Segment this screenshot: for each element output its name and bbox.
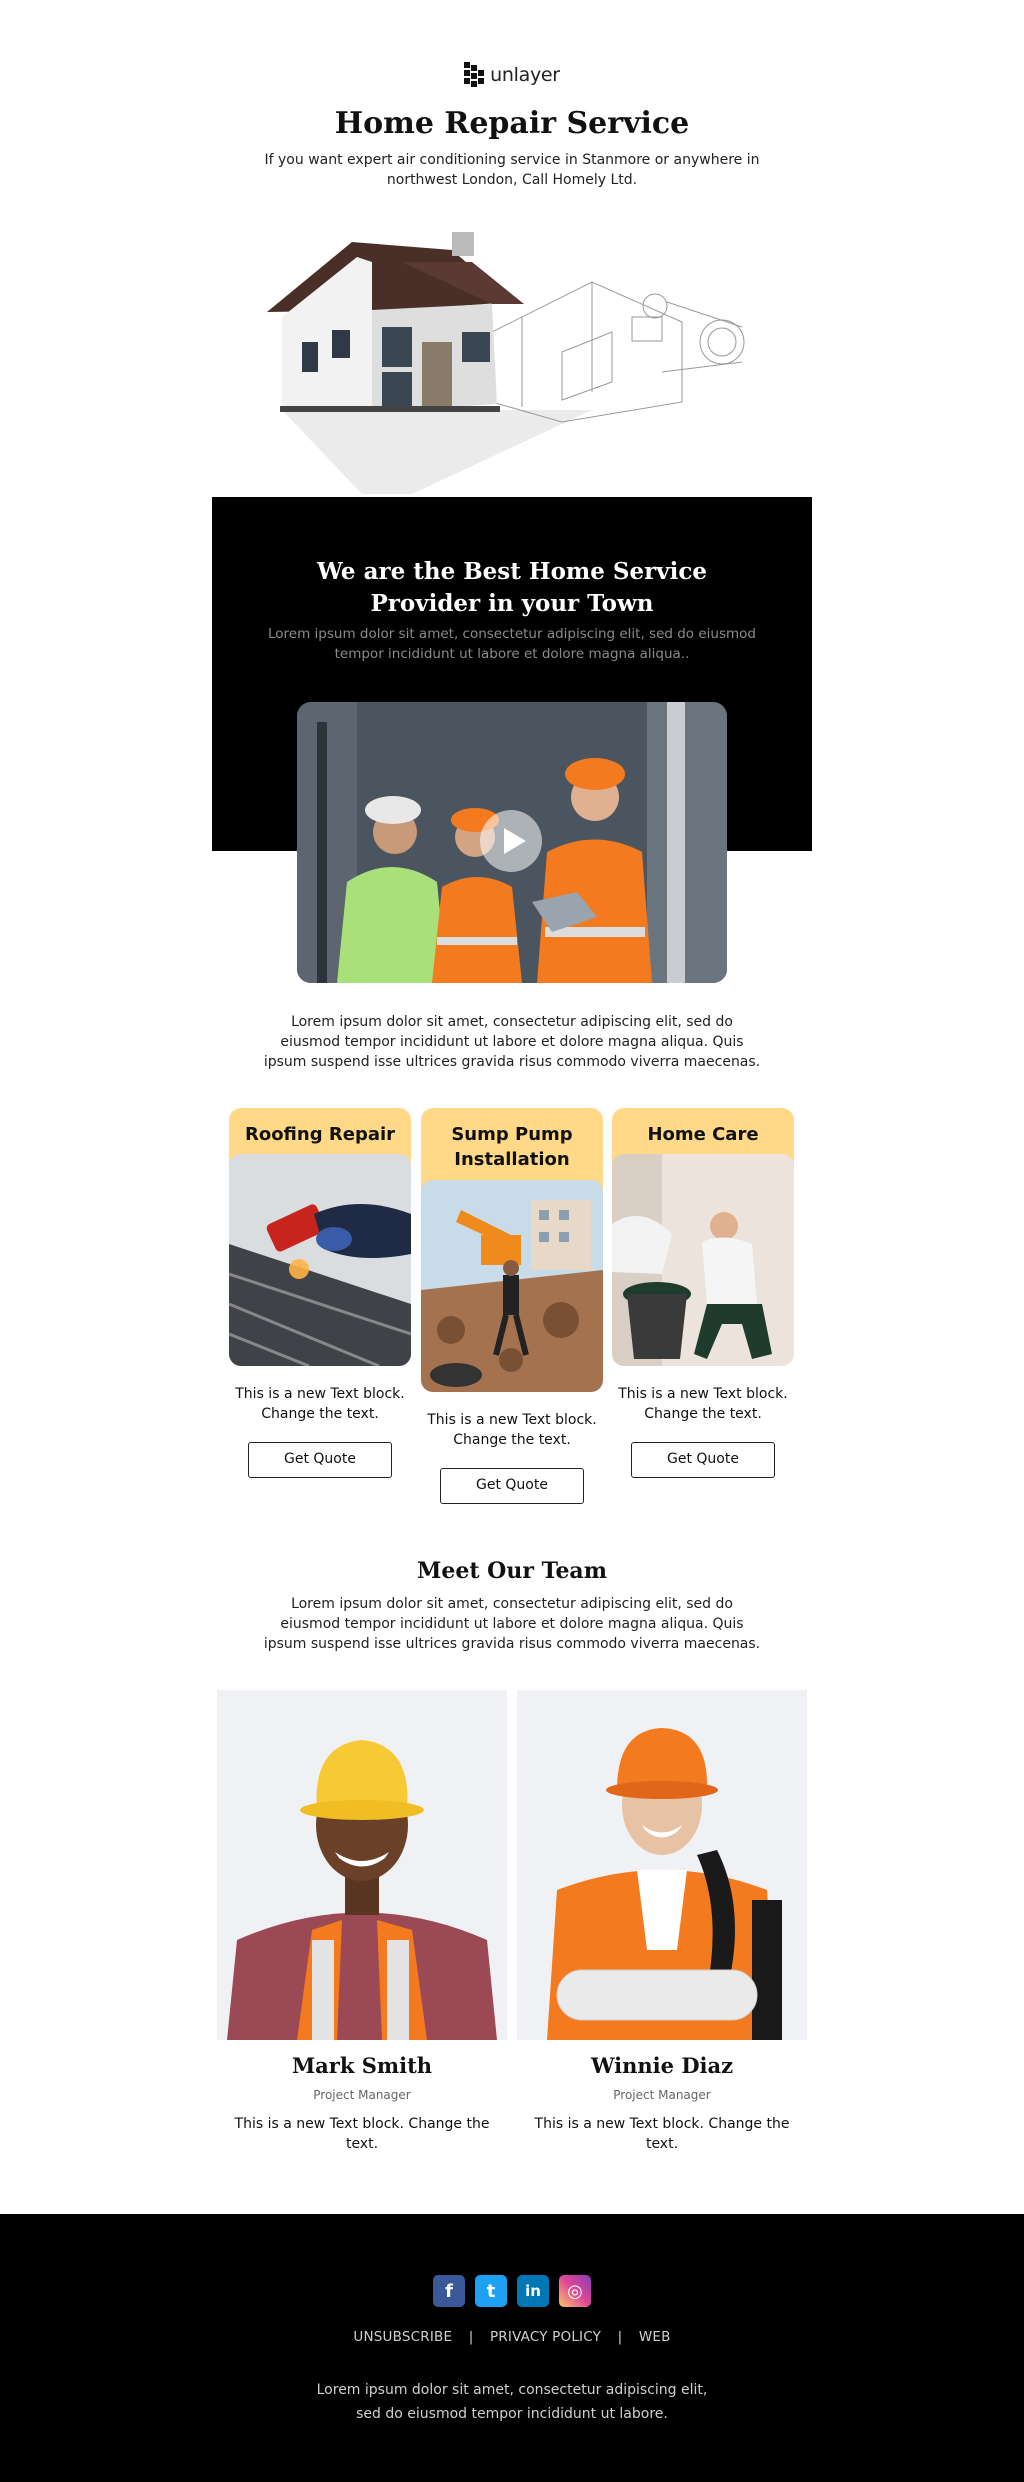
- member-name: Mark Smith: [291, 2053, 433, 2078]
- footer-text: Lorem ipsum dolor sit amet, consectetur adipiscing elit, sed do eiusmod tempor incididunt ut labore.: [316, 2382, 708, 2422]
- privacy-policy-link[interactable]: PRIVACY POLICY: [489, 2329, 602, 2345]
- web-link[interactable]: WEB: [638, 2329, 671, 2345]
- get-quote-button[interactable]: Get Quote: [440, 1468, 584, 1504]
- service-card-roofing: [229, 1108, 411, 1478]
- member-role: Project Manager: [613, 2088, 711, 2102]
- service-card-home-care: [612, 1108, 794, 1478]
- team-title: Meet Our Team: [417, 1558, 607, 1584]
- link-separator: |: [617, 2329, 623, 2345]
- intro-text: Lorem ipsum dolor sit amet, consectetur adipiscing elit, sed do eiusmod tempor incididunt ut labore et dolore magna aliqua. Quis ipsum suspend isse ultrices gravida risus commodo viverra maecenas.: [263, 1014, 761, 1070]
- footer: [0, 2214, 1024, 2482]
- facebook-icon[interactable]: f: [433, 2275, 465, 2307]
- logo[interactable]: [0, 62, 1024, 88]
- unsubscribe-link[interactable]: UNSUBSCRIBE: [353, 2329, 453, 2345]
- unlayer-logo-icon: [464, 62, 484, 88]
- member-text: This is a new Text block. Change the text.: [534, 2116, 790, 2152]
- hero-title-line-2: Provider in your Town: [370, 590, 654, 617]
- roofing-repair-photo: [229, 1154, 411, 1366]
- link-separator: |: [468, 2329, 474, 2345]
- social-links: [0, 2275, 1024, 2307]
- service-card-title: Roofing Repair: [229, 1108, 411, 1168]
- member-role: Project Manager: [313, 2088, 411, 2102]
- member-photo-mark-smith: [217, 1690, 507, 2040]
- house-illustration: [262, 222, 762, 494]
- play-button-icon[interactable]: [480, 810, 542, 872]
- get-quote-button[interactable]: Get Quote: [631, 1442, 775, 1478]
- member-photo-winnie-diaz: [517, 1690, 807, 2040]
- service-card-title: Sump Pump Installation: [421, 1108, 603, 1194]
- service-card-title: Home Care: [612, 1108, 794, 1168]
- service-card-text: This is a new Text block. Change the text.: [427, 1412, 597, 1448]
- video-thumbnail[interactable]: [297, 702, 727, 983]
- service-card-sump-pump: [421, 1108, 603, 1504]
- member-text: This is a new Text block. Change the text.: [234, 2116, 490, 2152]
- linkedin-icon[interactable]: in: [517, 2275, 549, 2307]
- footer-links: [0, 2329, 1024, 2345]
- member-name: Winnie Diaz: [590, 2053, 734, 2078]
- hero-title-line-1: We are the Best Home Service: [316, 558, 708, 585]
- logo-text: unlayer: [490, 64, 560, 86]
- page-title: Home Repair Service: [334, 106, 690, 141]
- sump-pump-photo: [421, 1180, 603, 1392]
- page-subtitle: If you want expert air conditioning service in Stanmore or anywhere in northwest London, Call Homely Ltd.: [264, 152, 760, 188]
- twitter-icon[interactable]: t: [475, 2275, 507, 2307]
- service-card-text: This is a new Text block. Change the text.: [235, 1386, 405, 1422]
- instagram-icon[interactable]: ◎: [559, 2275, 591, 2307]
- hero-title: [212, 556, 812, 620]
- get-quote-button[interactable]: Get Quote: [248, 1442, 392, 1478]
- team-subtitle: Lorem ipsum dolor sit amet, consectetur adipiscing elit, sed do eiusmod tempor incididunt ut labore et dolore magna aliqua. Quis ipsum suspend isse ultrices gravida risus commodo viverra maecenas.: [263, 1596, 761, 1652]
- service-card-text: This is a new Text block. Change the text.: [618, 1386, 788, 1422]
- home-care-photo: [612, 1154, 794, 1366]
- hero-subtitle: Lorem ipsum dolor sit amet, consectetur adipiscing elit, sed do eiusmod tempor incididunt ut labore et dolore magna aliqua..: [267, 626, 756, 662]
